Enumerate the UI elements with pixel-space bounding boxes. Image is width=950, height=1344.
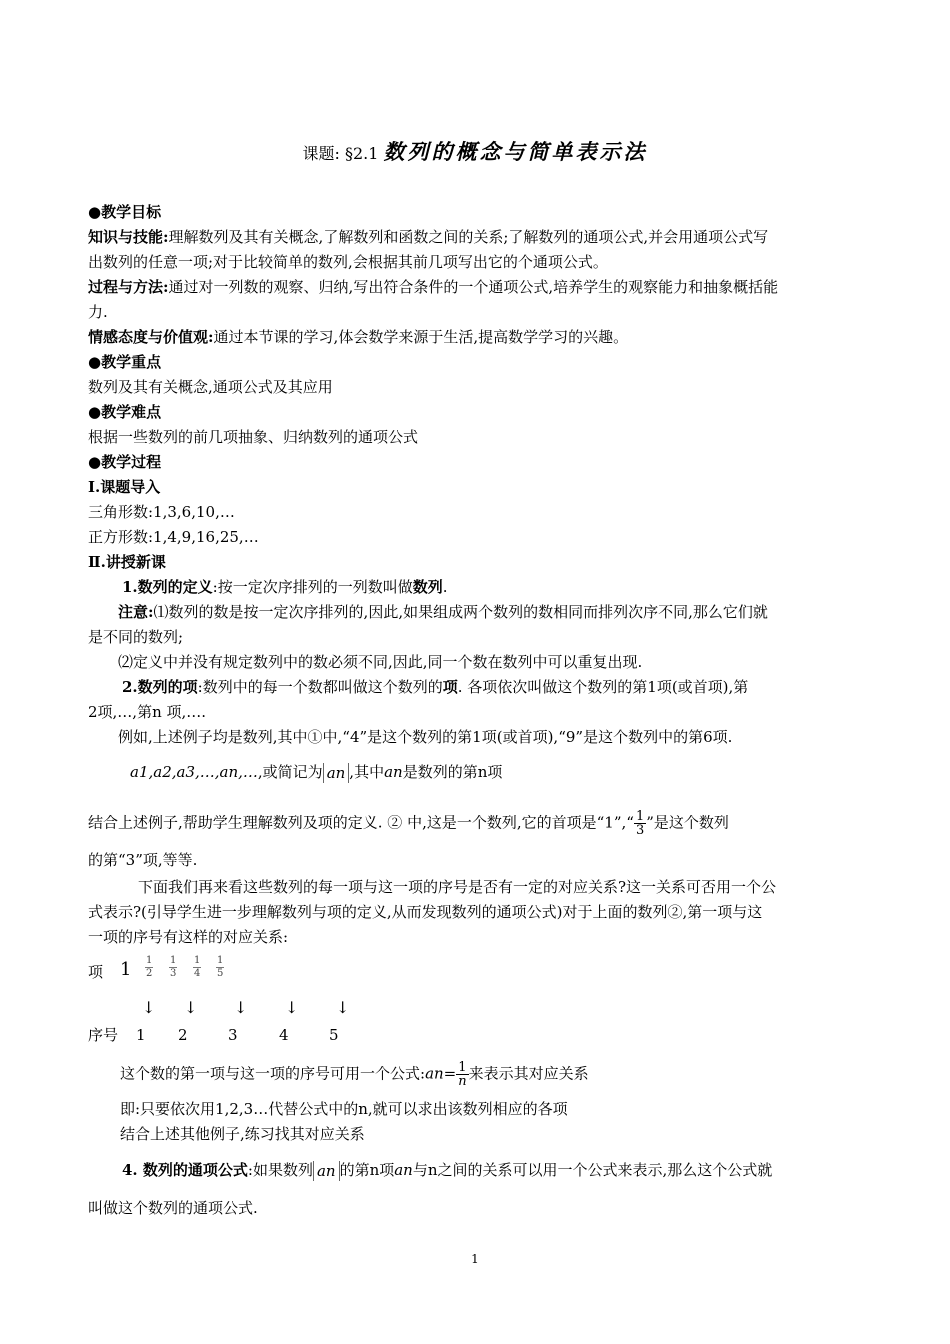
table-frac-4-den: 5	[217, 968, 224, 979]
knowledge-label: 知识与技能:	[88, 228, 169, 246]
formula-text-b: 来表示其对应关系	[468, 1064, 589, 1083]
definition-bold: 数列	[412, 578, 443, 596]
term-text-b: . 各项依次叫做这个数列的第1项(或首项),第	[457, 678, 749, 696]
general-text-c: 与n之间的关系可以用一个公式来表示,那么这个公式就	[412, 1161, 773, 1179]
fraction-num: 1	[635, 809, 645, 824]
formula-num: 1	[456, 1061, 468, 1075]
term-label: 2.数列的项	[122, 678, 198, 696]
new-lesson-heading: Ⅱ.讲授新课	[88, 553, 166, 571]
emotion-text: 通过本节课的学习,体会数学来源于生活,提高数学学习的兴趣。	[213, 328, 629, 346]
table-frac-1-den: 2	[146, 968, 153, 979]
title-main: 数列的概念与简单表示法	[383, 139, 648, 164]
general-formula-label: 4. 数列的通项公式	[122, 1161, 248, 1179]
table-frac-4-num: 1	[217, 955, 224, 966]
lookat-line-2: 式表示?(引导学生进一步理解数列与项的定义,从而发现数列的通项公式)对于上面的数列②,第一项与这	[88, 903, 763, 921]
combine-text-b: ”是这个数列	[646, 813, 729, 832]
lookat-line-3: 一项的序号有这样的对应关系:	[88, 928, 289, 946]
emotion-label: 情感态度与价值观:	[88, 328, 214, 346]
term-text-a: :数列中的每一个数都叫做这个数列的	[197, 678, 443, 696]
definition-text: :按一定次序排列的一列数叫做	[212, 578, 413, 596]
note-label: 注意:	[118, 603, 154, 621]
difficulty-text: 根据一些数列的前几项抽象、归纳数列的通项公式	[88, 428, 419, 446]
replace-line: 即:只要依次用1,2,3…代替公式中的n,就可以求出该数列相应的各项	[120, 1100, 568, 1118]
note-line-1b: 是不同的数列;	[88, 628, 184, 646]
table-index-2: 2	[178, 1026, 188, 1044]
general-tail-b: 是数列的第n项	[402, 763, 503, 781]
table-frac-1-num: 1	[146, 955, 153, 966]
formula-den: n	[458, 1074, 467, 1089]
term-line-1	[122, 677, 748, 697]
process-text-1: 通过对一列数的观察、归纳,写出符合条件的一个通项公式,培养学生的观察能力和抽象概括能	[168, 278, 779, 296]
process-line-2: 力.	[88, 303, 108, 321]
process-heading: ●教学过程	[88, 453, 162, 471]
note-line-1	[118, 602, 768, 622]
triangle-numbers: 三角形数:1,3,6,10,…	[88, 503, 235, 521]
table-frac-3-num: 1	[194, 955, 201, 966]
down-arrow-icon: ↓	[234, 998, 248, 1017]
knowledge-line-2: 出数列的任意一项;对于比较简单的数列,会根据其前几项写出它的个通项公式。	[88, 253, 608, 271]
page-title	[0, 140, 950, 166]
table-frac-3-den: 4	[194, 968, 201, 979]
definition-line	[122, 577, 448, 597]
note-line-2: ⑵定义中并没有规定数列中的数必须不同,因此,同一个数在数列中可以重复出现.	[118, 653, 643, 671]
knowledge-line-1	[88, 227, 768, 247]
key-point-text: 数列及其有关概念,通项公式及其应用	[88, 378, 333, 396]
table-frac-4	[216, 955, 224, 980]
general-formula-line-2: 叫做这个数列的通项公式.	[88, 1199, 258, 1217]
table-index-5: 5	[329, 1026, 339, 1044]
general-text-b: 的第n项	[339, 1161, 395, 1179]
difficulty-heading: ●教学难点	[88, 403, 162, 421]
intro-heading: Ⅰ.课题导入	[88, 478, 161, 496]
table-frac-2-den: 3	[170, 968, 177, 979]
general-text-a: :如果数列	[247, 1161, 313, 1179]
general-formula-line	[122, 1160, 772, 1181]
table-index-4: 4	[279, 1026, 289, 1044]
key-point-heading: ●教学重点	[88, 353, 162, 371]
table-frac-2	[169, 955, 177, 980]
one-over-n-fraction	[456, 1061, 468, 1088]
table-frac-2-num: 1	[170, 955, 177, 966]
definition-label: 1.数列的定义	[122, 578, 213, 596]
table-first-term: 1	[120, 959, 132, 980]
note-text-1a: ⑴数列的数是按一定次序排列的,因此,如果组成两个数列的数相同而排列次序不同,那么它们就	[153, 603, 768, 621]
example-line: 例如,上述例子均是数列,其中①中,“4”是这个数列的第1项(或首项),“9”是这个数列中的第6项.	[118, 728, 733, 746]
formula-lhs: an	[425, 1064, 444, 1083]
combine-line-2: 的第“3”项,等等.	[88, 851, 198, 869]
process-label: 过程与方法:	[88, 278, 169, 296]
table-term-label: 项	[88, 963, 104, 981]
formula-line	[120, 1061, 589, 1088]
general-brace: an	[323, 763, 350, 783]
table-index-label: 序号	[88, 1026, 119, 1044]
table-index-1: 1	[136, 1026, 146, 1044]
general-term-brace: an	[313, 1161, 340, 1181]
knowledge-text-1: 理解数列及其有关概念,了解数列和函数之间的关系;了解数列的通项公式,并会用通项公式写	[168, 228, 769, 246]
combine-text-a: 结合上述例子,帮助学生理解数列及项的定义. ② 中,这是一个数列,它的首项是“1”,“	[88, 813, 634, 832]
general-mid: ,或简记为	[257, 763, 323, 781]
general-sequence-line	[130, 762, 502, 783]
general-term-an: an	[394, 1161, 413, 1179]
table-frac-1	[145, 955, 153, 980]
general-sequence: a1,a2,a3,…,an,…	[130, 763, 258, 781]
lookat-line-1: 下面我们再来看这些数列的每一项与这一项的序号是否有一定的对应关系?这一关系可否用一个公	[138, 878, 777, 896]
one-third-fraction	[634, 810, 646, 837]
down-arrow-icon: ↓	[142, 998, 156, 1017]
formula-text-a: 这个数的第一项与这一项的序号可用一个公式:	[120, 1064, 426, 1083]
term-bold: 项	[442, 678, 458, 696]
title-prefix: 课题: §2.1	[302, 144, 384, 163]
process-line-1	[88, 277, 778, 297]
combine-line-1	[88, 810, 729, 837]
general-an: an	[384, 763, 403, 781]
emotion-line	[88, 327, 628, 347]
table-index-3: 3	[228, 1026, 238, 1044]
objectives-heading: ●教学目标	[88, 203, 162, 221]
down-arrow-icon: ↓	[184, 998, 198, 1017]
table-frac-3	[193, 955, 201, 980]
definition-end: .	[442, 578, 448, 596]
square-numbers: 正方形数:1,4,9,16,25,…	[88, 528, 259, 546]
general-tail-a: ,其中	[349, 763, 385, 781]
formula-eq: =	[443, 1064, 457, 1083]
fraction-den: 3	[635, 823, 645, 838]
term-line-2: 2项,…,第n 项,….	[88, 703, 207, 721]
page-number: 1	[471, 1252, 479, 1266]
down-arrow-icon: ↓	[336, 998, 350, 1017]
practice-line: 结合上述其他例子,练习找其对应关系	[120, 1125, 365, 1143]
down-arrow-icon: ↓	[285, 998, 299, 1017]
